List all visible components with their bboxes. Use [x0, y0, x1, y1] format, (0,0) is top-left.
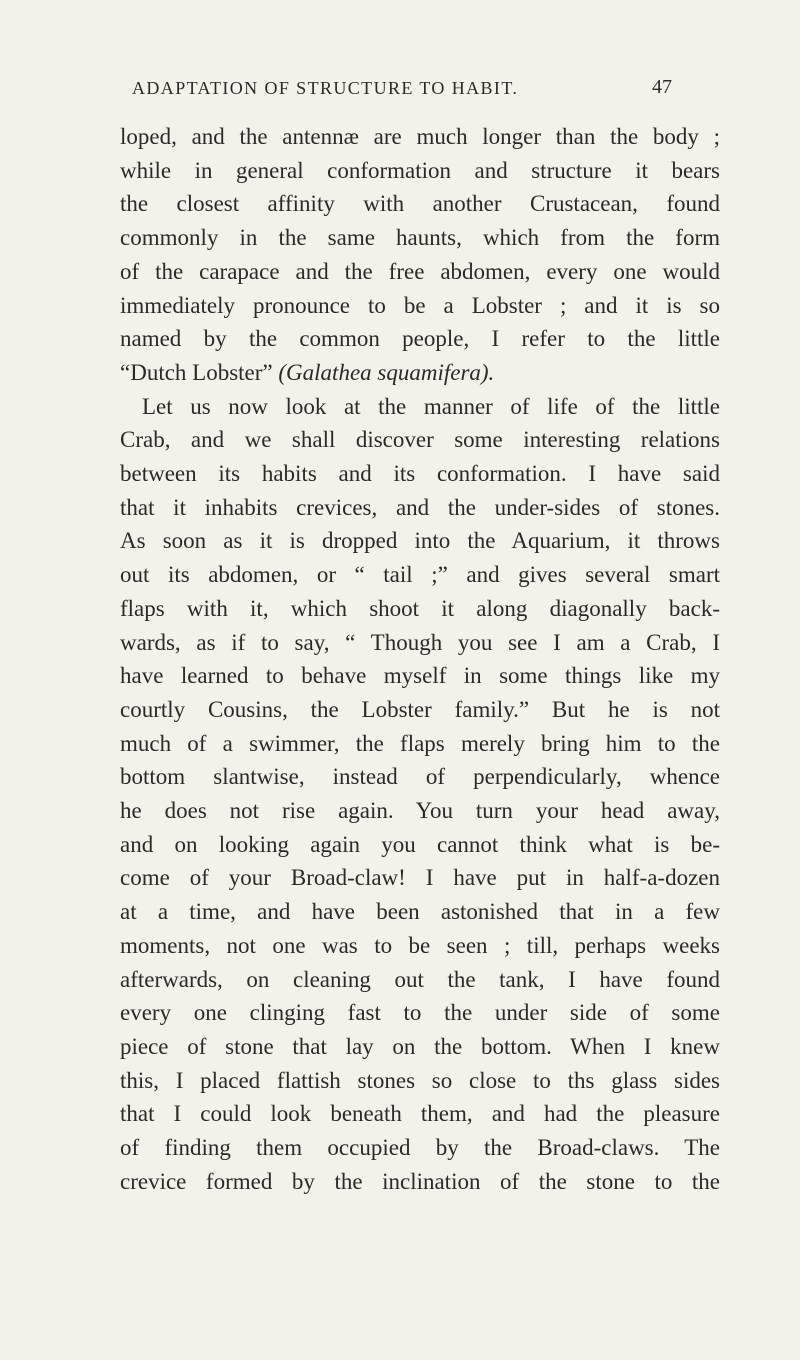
text-line: afterwards, on cleaning out the tank, I have found	[120, 966, 720, 992]
text-line: As soon as it is dropped into the Aquarium, it throws	[120, 528, 720, 554]
text-line: moments, not one was to be seen ; till, perhaps weeks	[120, 932, 720, 958]
text-line: at a time, and have been astonished that in a few	[120, 899, 720, 925]
text-line: of the carapace and the free abdomen, every one would	[120, 258, 720, 284]
text-line: bottom slantwise, instead of perpendicularly, whence	[120, 764, 720, 790]
text-segment: “Dutch Lobster”	[120, 359, 273, 385]
body-text	[120, 120, 720, 1199]
text-line: he does not rise again. You turn your head away,	[120, 798, 720, 824]
text-line: this, I placed flattish stones so close to ths glass sides	[120, 1067, 720, 1093]
text-line: much of a swimmer, the flaps merely bring him to the	[120, 730, 720, 756]
text-line: courtly Cousins, the Lobster family.” But he is not	[120, 696, 720, 722]
text-line: come of your Broad-claw! I have put in half-a-dozen	[120, 865, 720, 891]
page-number: 47	[652, 76, 672, 98]
text-line: between its habits and its conformation. I have said	[120, 461, 720, 487]
text-line: piece of stone that lay on the bottom. When I knew	[120, 1033, 720, 1059]
text-line: of finding them occupied by the Broad-claws. The	[120, 1135, 720, 1161]
text-line: that it inhabits crevices, and the under-sides of stones.	[120, 494, 720, 520]
text-line: that I could look beneath them, and had the pleasure	[120, 1101, 720, 1127]
text-line: have learned to behave myself in some things like my	[120, 663, 720, 689]
running-head	[132, 78, 692, 108]
text-line: while in general conformation and structure it bears	[120, 157, 720, 183]
text-line: loped, and the antennæ are much longer than the body ;	[120, 124, 720, 149]
running-title: ADAPTATION OF STRUCTURE TO HABIT.	[132, 78, 519, 98]
species-name: (Galathea squamifera).	[278, 359, 495, 385]
text-line	[120, 356, 720, 390]
text-line: Crab, and we shall discover some interesting relations	[120, 427, 720, 453]
text-line: immediately pronounce to be a Lobster ; and it is so	[120, 292, 720, 318]
text-line: commonly in the same haunts, which from the form	[120, 225, 720, 251]
text-line: every one clinging fast to the under side of some	[120, 1000, 720, 1026]
text-line: named by the common people, I refer to the little	[120, 326, 720, 352]
text-line: crevice formed by the inclination of the stone to the	[120, 1168, 720, 1194]
text-line: out its abdomen, or “ tail ;” and gives several smart	[120, 562, 720, 588]
text-line: wards, as if to say, “ Though you see I am a Crab, I	[120, 629, 720, 655]
text-line: flaps with it, which shoot it along diagonally back-	[120, 595, 720, 621]
text-line: and on looking again you cannot think what is be-	[120, 831, 720, 857]
text-line: the closest affinity with another Crustacean, found	[120, 191, 720, 217]
paragraph-start-line: Let us now look at the manner of life of the little	[142, 393, 720, 419]
